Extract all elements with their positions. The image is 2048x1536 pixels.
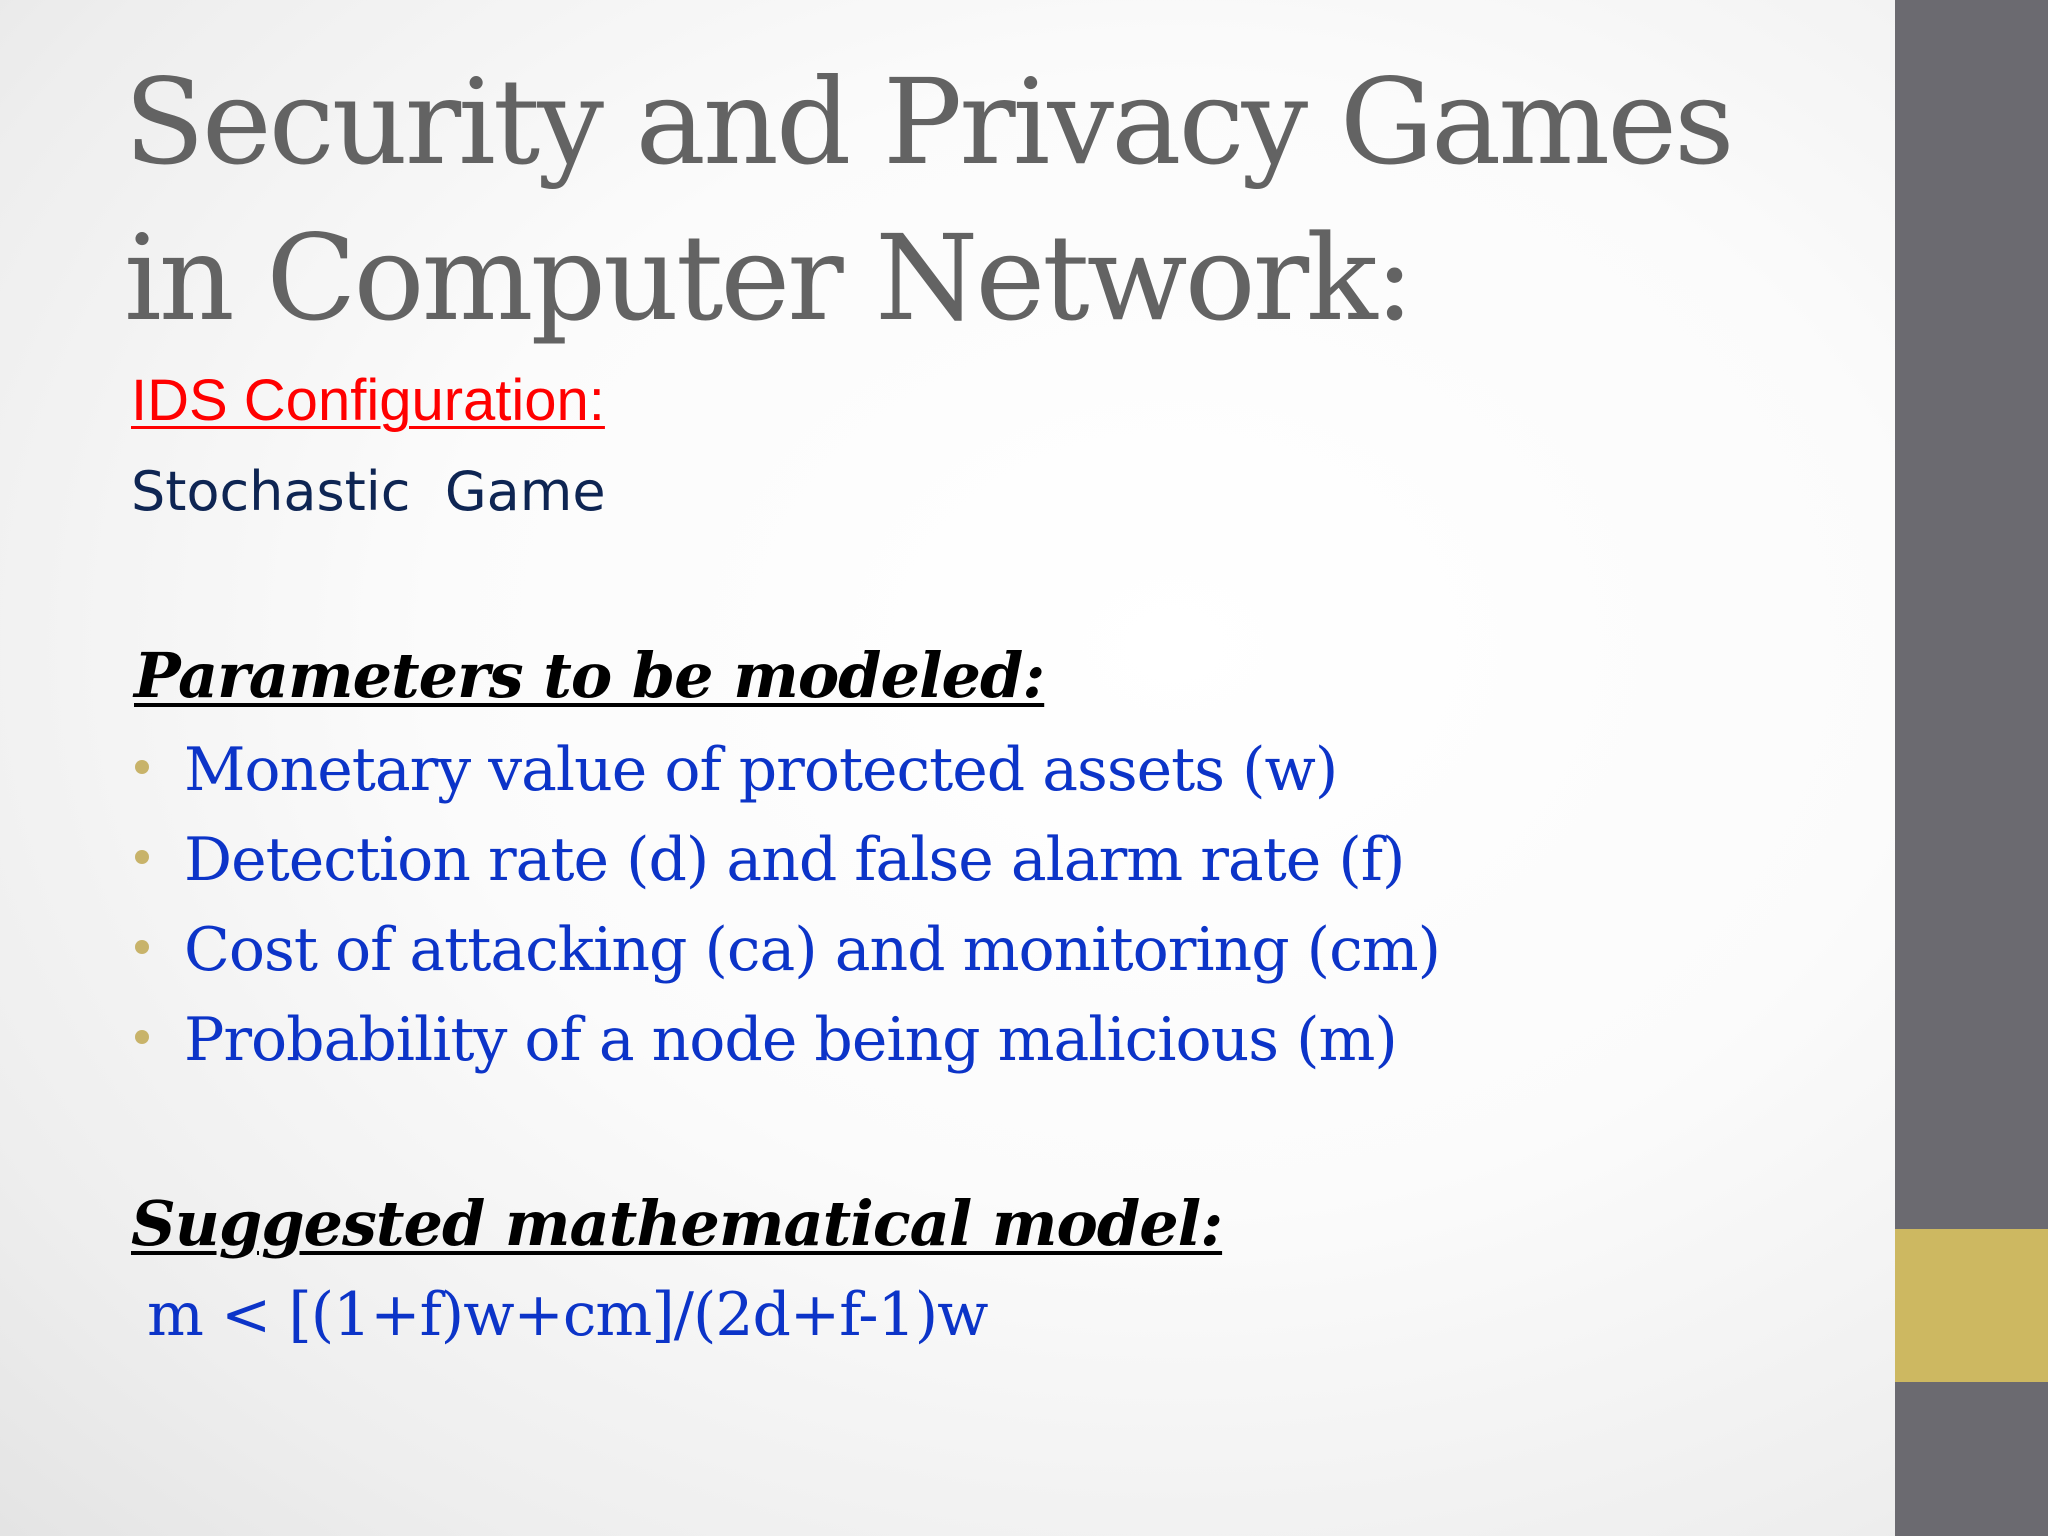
parameter-item xyxy=(131,730,1440,820)
bullet-icon xyxy=(135,940,149,954)
parameters-list xyxy=(131,730,1440,1090)
bullet-icon xyxy=(135,760,149,774)
parameters-heading: Parameters to be modeled: xyxy=(134,639,1045,712)
parameter-item xyxy=(131,1000,1440,1090)
model-heading: Suggested mathematical model: xyxy=(131,1187,1223,1260)
slide-title: Security and Privacy Games in Computer Network: xyxy=(124,53,1732,347)
game-type-label: Stochastic Game xyxy=(131,460,606,523)
model-formula: m < [(1+f)w+cm]/(2d+f-1)w xyxy=(147,1280,988,1350)
bullet-icon xyxy=(135,850,149,864)
parameter-text: Detection rate (d) and false alarm rate (f) xyxy=(184,825,1405,895)
bullet-icon xyxy=(135,1030,149,1044)
parameter-item xyxy=(131,820,1440,910)
parameter-item xyxy=(131,910,1440,1000)
parameter-text: Cost of attacking (ca) and monitoring (cm) xyxy=(184,915,1440,985)
parameter-text: Monetary value of protected assets (w) xyxy=(184,735,1338,805)
parameter-text: Probability of a node being malicious (m) xyxy=(184,1005,1397,1075)
ids-configuration-subtitle: IDS Configuration: xyxy=(131,368,605,433)
side-bar-accent xyxy=(1895,1229,2048,1382)
